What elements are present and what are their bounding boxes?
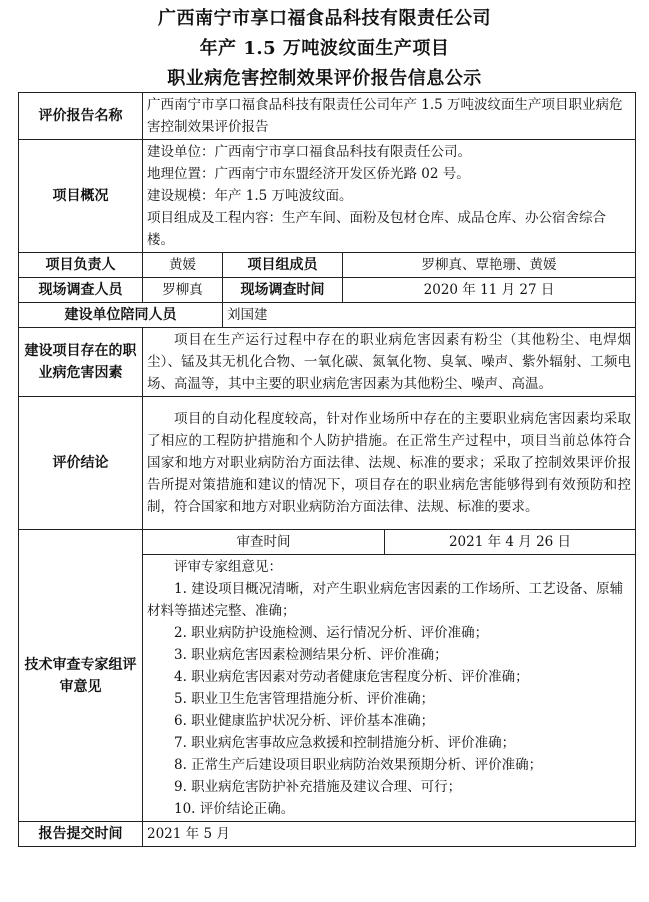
title-line-3: 职业病危害控制效果评价报告信息公示 [167,68,482,89]
overview-row [19,140,636,253]
review-item: 10. 评价结论正确。 [174,801,295,817]
overview-label: 项目概况 [19,140,143,253]
overview-content [143,140,636,253]
review-item: 9. 职业病危害防护补充措施及建议合理、可行； [174,779,462,795]
report-name-value: 广西南宁市享口福食品科技有限责任公司年产 1.5 万吨波纹面生产项目职业病危害控制效果评价报告 [143,93,636,140]
leader-label: 项目负责人 [19,253,143,278]
review-item: 8. 正常生产后建设项目职业病防治效果预期分析、评价准确； [174,757,543,773]
review-item: 4. 职业病危害因素对劳动者健康危害程度分析、评价准确； [174,669,529,685]
review-item: 6. 职业健康监护状况分析、评价基本准确； [174,713,435,729]
review-item: 2. 职业病防护设施检测、运行情况分析、评价准确； [174,625,489,641]
submit-row [19,822,636,847]
survey-label: 现场调查人员 [19,278,143,303]
review-item: 3. 职业病危害因素检测结果分析、评价准确； [174,647,448,663]
hazards-text: 项目在生产运行过程中存在的职业病危害因素有粉尘（其他粉尘、电焊烟尘）、锰及其无机化合物、一氧化碳、氮氧化物、臭氧、噪声、紫外辐射、工频电场、高温等，其中主要的职业病危害因素为其他粉尘、噪声、高温。 [143,328,636,397]
review-time-value: 2021 年 4 月 26 日 [385,530,636,555]
title-line-2: 年产 1.5 万吨波纹面生产项目 [199,38,450,59]
leader-row [19,253,636,278]
report-name-row [19,93,636,140]
review-item: 5. 职业卫生危害管理措施分析、评价准确； [174,691,435,707]
submit-label: 报告提交时间 [19,822,143,847]
members-label: 项目组成员 [223,253,343,278]
conclusion-text: 项目的自动化程度较高，针对作业场所中存在的主要职业病危害因素均采取了相应的工程防护措施和个人防护措施。在正常生产过程中，项目当前总体符合国家和地方对职业病防治方面法律、法规、标准的要求；采取了控制效果评价报告所提对策措施和建议的情况下，项目存在的职业病危害能够得到有效预防和控制，符合国家和地方对职业病防治方面法律、法规、标准的要求。 [143,397,636,530]
hazards-label: 建设项目存在的职业病危害因素 [19,328,143,397]
overview-line: 建设规模：年产 1.5 万吨波纹面。 [147,188,353,204]
escort-label: 建设单位陪同人员 [19,303,223,328]
review-item: 7. 职业病危害事故应急救援和控制措施分析、评价准确； [174,735,516,751]
submit-value: 2021 年 5 月 [143,822,636,847]
escort-row [19,303,636,328]
info-table [18,92,636,847]
survey-value: 罗柳真 [143,278,223,303]
review-content [143,555,636,822]
overview-line: 建设单位：广西南宁市享口福食品科技有限责任公司。 [147,144,471,160]
report-name-label: 评价报告名称 [19,93,143,140]
review-label: 技术审查专家组评审意见 [19,530,143,822]
overview-line: 项目组成及工程内容：生产车间、面粉及包材仓库、成品仓库、办公宿舍综合楼。 [147,210,606,248]
document-title [0,0,649,94]
review-time-label: 审查时间 [143,530,385,555]
review-time-row [19,530,636,555]
leader-value: 黄媛 [143,253,223,278]
hazards-row [19,328,636,397]
escort-value: 刘国建 [223,303,636,328]
review-heading: 评审专家组意见： [174,559,282,575]
survey-time-value: 2020 年 11 月 27 日 [343,278,636,303]
survey-time-label: 现场调查时间 [223,278,343,303]
conclusion-row [19,397,636,530]
survey-row [19,278,636,303]
review-item: 1. 建设项目概况清晰，对产生职业病危害因素的工作场所、工艺设备、原辅材料等描述完整、准确； [147,581,624,619]
title-line-1: 广西南宁市享口福食品科技有限责任公司 [158,8,491,29]
conclusion-label: 评价结论 [19,397,143,530]
members-value: 罗柳真、覃艳珊、黄媛 [343,253,636,278]
overview-line: 地理位置：广西南宁市东盟经济开发区侨光路 02 号。 [147,166,470,182]
